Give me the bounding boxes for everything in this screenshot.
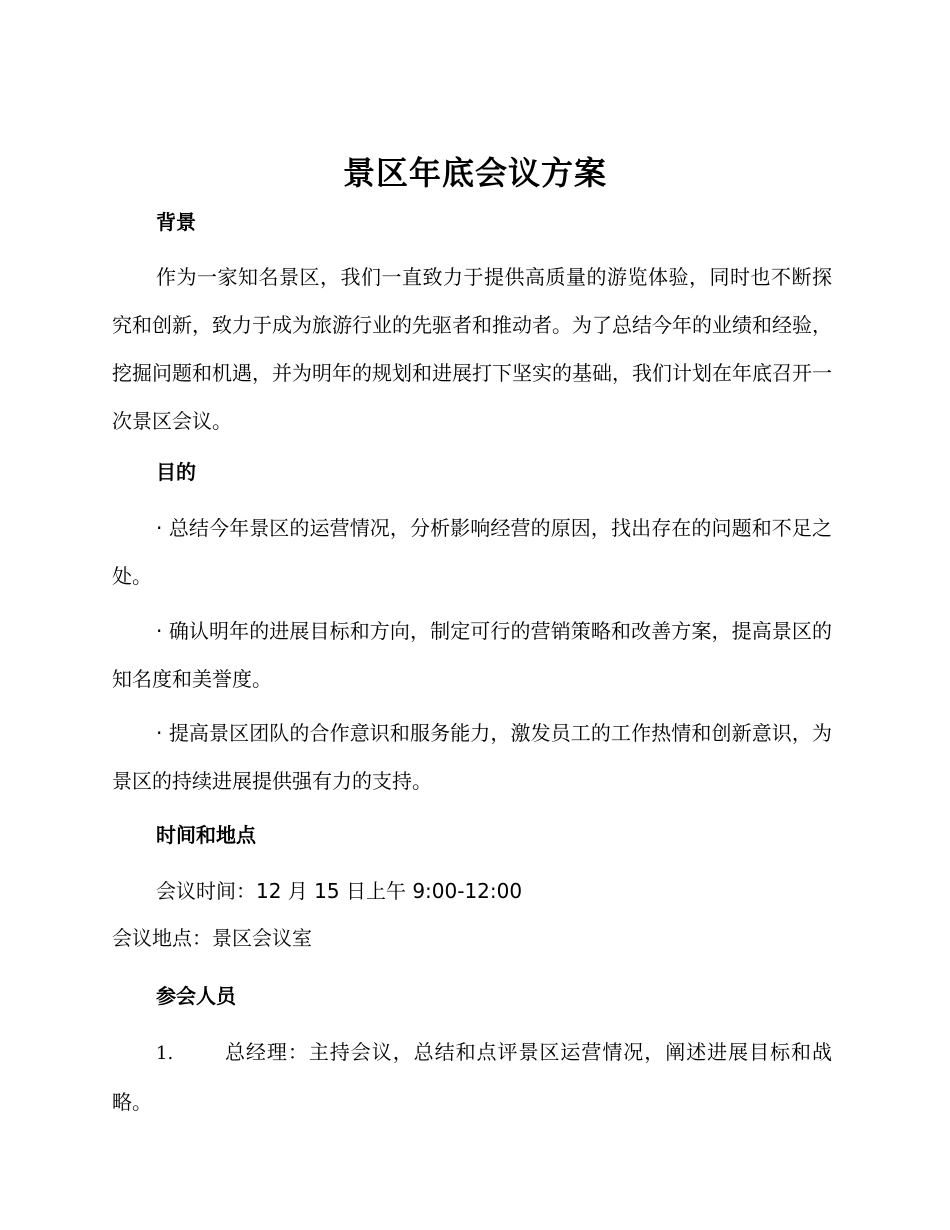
background-paragraph: 作为一家知名景区，我们一直致力于提供高质量的游览体验，同时也不断探究和创新，致力于成为旅游行业的先驱者和推动者。为了总结今年的业绩和经验，挖掘问题和机遇，并为明年的规划和进展打下坚实的基础，我们计划在年底召开一次景区会议。 bbox=[112, 265, 832, 433]
purpose-item-3: · 提高景区团队的合作意识和服务能力，激发员工的工作热情和创新意识，为景区的持续进展提供强有力的支持。 bbox=[112, 721, 832, 793]
purpose-item-2: · 确认明年的进展目标和方向，制定可行的营销策略和改善方案，提高景区的知名度和美誉度。 bbox=[112, 619, 832, 691]
section-heading-background: 背景 bbox=[156, 210, 196, 234]
attendee-item-1 bbox=[112, 1028, 832, 1126]
attendee-item-text: 总经理：主持会议，总结和点评景区运营情况，阐述进展目标和战略。 bbox=[112, 1040, 832, 1114]
section-heading-attendees: 参会人员 bbox=[156, 984, 236, 1008]
meeting-place: 会议地点：景区会议室 bbox=[112, 926, 312, 950]
section-heading-time-place: 时间和地点 bbox=[156, 823, 256, 847]
purpose-item-1: · 总结今年景区的运营情况，分析影响经营的原因，找出存在的问题和不足之处。 bbox=[112, 516, 832, 588]
attendee-item-number: 1. bbox=[156, 1043, 174, 1064]
document-title: 景区年底会议方案 bbox=[342, 154, 607, 192]
meeting-time: 会议时间：12 月 15 日上午 9:00-12:00 bbox=[156, 879, 523, 903]
section-heading-purpose: 目的 bbox=[156, 460, 196, 484]
